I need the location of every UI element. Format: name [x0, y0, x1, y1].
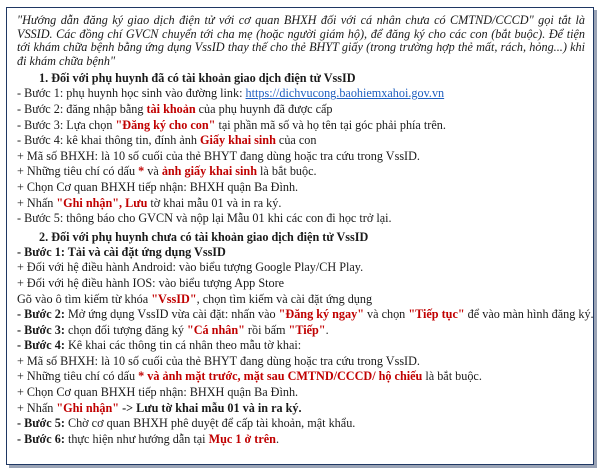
- s2-point-3: + Chọn Cơ quan BHXH tiếp nhận: BHXH quận Ba Đình.: [17, 385, 299, 400]
- s2-point-4: + Nhấn "Ghi nhận" -> Lưu tờ khai mẫu 01 và in ra ký.: [17, 400, 302, 415]
- document-frame: [6, 7, 594, 465]
- s2-step-3: - Bước 3: chọn đối tượng đăng ký "Cá nhân" rồi bấm "Tiếp".: [17, 322, 329, 337]
- s2-step-5: - Bước 5: Chờ cơ quan BHXH phê duyệt để cấp tài khoản, mật khẩu.: [17, 416, 356, 431]
- s2-line-search: Gõ vào ô tìm kiếm từ khóa "VssID", chọn tìm kiếm và cài đặt ứng dụng: [17, 291, 373, 306]
- dichvucong-link[interactable]: https://dichvucong.baohiemxahoi.gov.vn: [245, 86, 445, 101]
- s2-step-2: - Bước 2: Mở ứng dụng VssID vừa cài đặt: nhấn vào "Đăng ký ngay" và chọn "Tiếp tục" để vào màn hình đăng ký.: [17, 307, 594, 322]
- s1-step-2: - Bước 2: đăng nhập bằng tài khoản của phụ huynh đã được cấp: [17, 101, 333, 116]
- s1-step-5: - Bước 5: thông báo cho GVCN và nộp lại Mẫu 01 khi các con đi học trở lại.: [17, 211, 392, 226]
- intro-paragraph: "Hướng dẫn đăng ký giao dịch điện tử với cơ quan BHXH đối với cá nhân chưa có CMTND/CCCD" gọi tắt là VSSID. Các đồng chí GVCN chuyển tới cha mẹ (hoặc người giám hộ), để đăng ký cho các con (bắt buộc). Để tiện tới khám chữa bệnh bằng ứng dụng VssID thay thế cho thẻ BHYT giấy (trong trường hợp thẻ mất, rách, hỏng...) khi đi khám chữa bệnh": [17, 13, 585, 68]
- s2-line-android: + Đối với hệ điều hành Android: vào biểu tượng Google Play/CH Play.: [17, 260, 364, 275]
- section-2-title: 2. Đối với phụ huynh chưa có tài khoản giao dịch điện tử VssID: [39, 229, 369, 244]
- section-1-title: 1. Đối với phụ huynh đã có tài khoản giao dịch điện tử VssID: [39, 71, 356, 86]
- s2-point-2: + Những tiêu chí có dấu * và ảnh mặt trước, mặt sau CMTND/CCCD/ hộ chiếu là bắt buộc.: [17, 369, 482, 384]
- s1-step-3: - Bước 3: Lựa chọn "Đăng ký cho con" tại phần mã số và họ tên tại góc phải phía trên.: [17, 117, 446, 132]
- s2-step-4: - Bước 4: Kê khai các thông tin cá nhân theo mẫu tờ khai:: [17, 338, 302, 353]
- s1-point-1: + Mã số BHXH: là 10 số cuối của thẻ BHYT đang dùng hoặc tra cứu trong VssID.: [17, 148, 420, 163]
- s1-point-4: + Nhấn "Ghi nhận", Lưu tờ khai mẫu 01 và in ra ký.: [17, 195, 282, 210]
- s1-step-4: - Bước 4: kê khai thông tin, đính ảnh Giấy khai sinh của con: [17, 133, 317, 148]
- s1-point-3: + Chọn Cơ quan BHXH tiếp nhận: BHXH quận Ba Đình.: [17, 179, 299, 194]
- instruction-document: [17, 13, 594, 447]
- s2-point-1: + Mã số BHXH: là 10 số cuối của thẻ BHYT đang dùng hoặc tra cứu trong VssID.: [17, 353, 420, 368]
- s2-step-6: - Bước 6: thực hiện như hướng dẫn tại Mục 1 ở trên.: [17, 431, 280, 446]
- s1-step-1: - Bước 1: phụ huynh học sinh vào đường link: https://dichvucong.baohiemxahoi.gov.vn: [17, 86, 445, 101]
- s2-line-ios: + Đối với hệ điều hành IOS: vào biểu tượng App Store: [17, 275, 285, 290]
- s1-point-2: + Những tiêu chí có dấu * và ảnh giấy khai sinh là bắt buộc.: [17, 164, 317, 179]
- s2-step-1: - Bước 1: Tải và cài đặt ứng dụng VssID: [17, 244, 226, 259]
